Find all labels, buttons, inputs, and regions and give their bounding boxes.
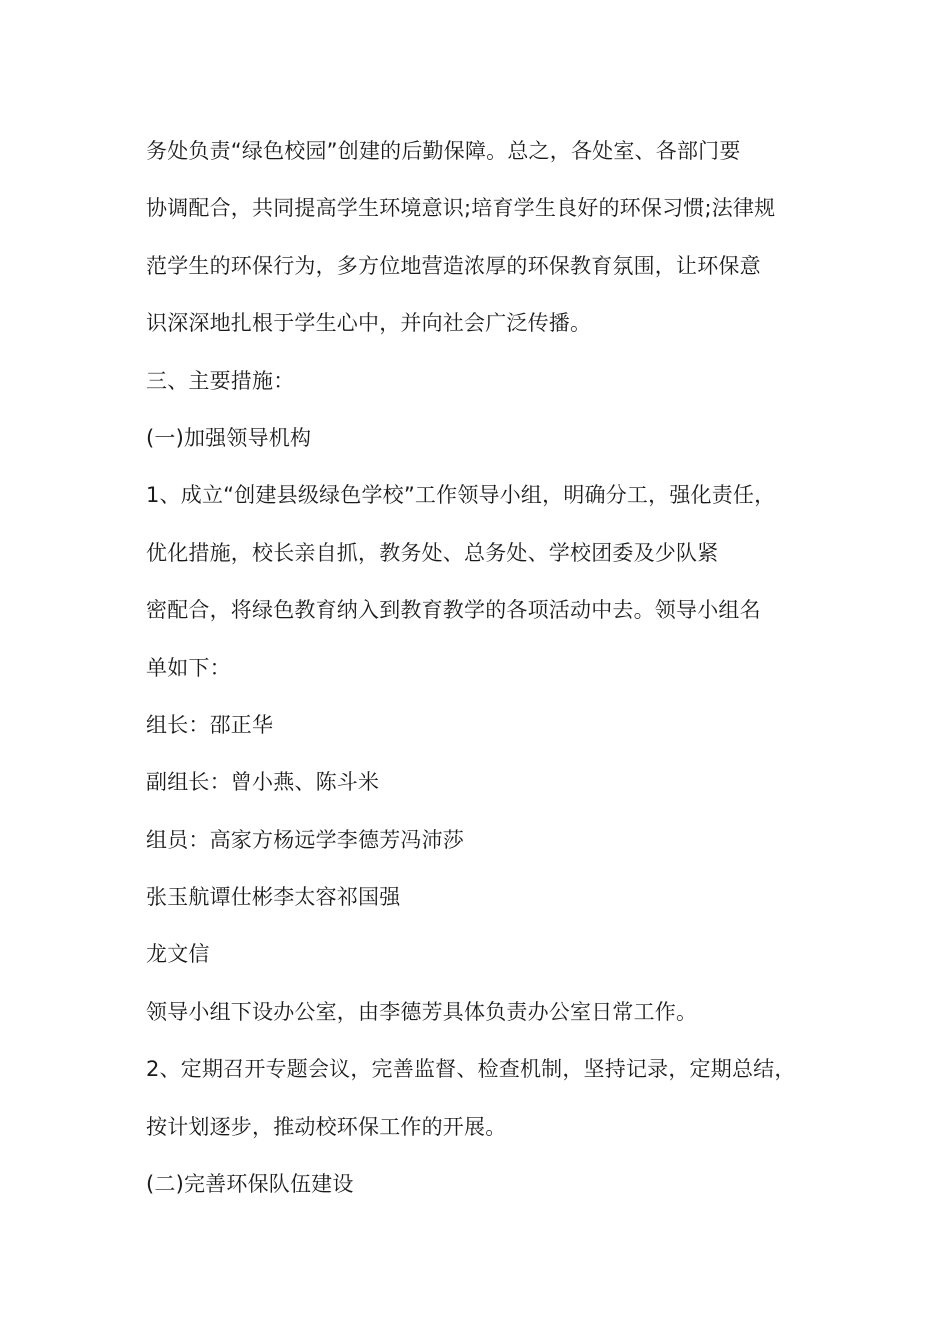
paragraph-line: 1、成立“创建县级绿色学校”工作领导小组，明确分工，强化责任， bbox=[146, 483, 776, 508]
members-line: 龙文信 bbox=[146, 942, 210, 967]
members-line: 张玉航谭仕彬李太容祁国强 bbox=[146, 885, 401, 910]
document-body bbox=[146, 128, 836, 1218]
leader-line: 组长：邵正华 bbox=[146, 712, 274, 737]
paragraph-line: 识深深地扎根于学生心中，并向社会广泛传播。 bbox=[146, 311, 592, 336]
paragraph-line: 密配合，将绿色教育纳入到教育教学的各项活动中去。领导小组名 bbox=[146, 598, 761, 623]
paragraph-line: 务处负责“绿色校园”创建的后勤保障。总之，各处室、各部门要 bbox=[146, 139, 741, 163]
paragraph-line: 按计划逐步，推动校环保工作的开展。 bbox=[146, 1114, 507, 1139]
paragraph-line: 优化措施，校长亲自抓，教务处、总务处、学校团委及少队紧 bbox=[146, 540, 719, 565]
deputy-leader-line: 副组长：曾小燕、陈斗米 bbox=[146, 770, 380, 795]
paragraph-line: 2、定期召开专题会议，完善监督、检查机制，坚持记录，定期总结， bbox=[146, 1057, 796, 1082]
paragraph-line: 协调配合，共同提高学生环境意识;培育学生良好的环保习惯;法律规 bbox=[146, 196, 776, 221]
paragraph-line: 单如下： bbox=[146, 655, 231, 680]
members-line: 组员：高家方杨远学李德芳冯沛莎 bbox=[146, 827, 464, 852]
subsection-heading: (二)完善环保队伍建设 bbox=[146, 1172, 354, 1197]
paragraph-line: 范学生的环保行为，多方位地营造浓厚的环保教育氛围，让环保意 bbox=[146, 253, 761, 278]
section-heading: 三、主要措施： bbox=[146, 368, 295, 393]
subsection-heading: (一)加强领导机构 bbox=[146, 425, 312, 450]
paragraph-line: 领导小组下设办公室，由李德芳具体负责办公室日常工作。 bbox=[146, 999, 698, 1024]
